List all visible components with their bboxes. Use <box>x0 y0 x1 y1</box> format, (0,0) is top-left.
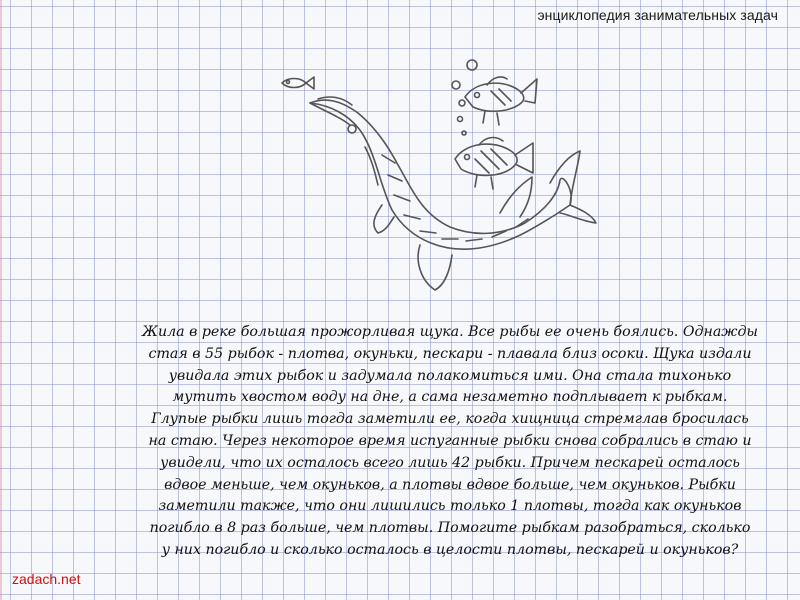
problem-text <box>110 322 790 562</box>
problem-line: Жила в реке большая прожорливая щука. Все рыбы ее очень боялись. Однажды <box>142 324 758 340</box>
problem-line: на стаю. Через некоторое время испуганные рыбки снова собрались в стаю и <box>148 432 752 449</box>
pike-drawing <box>310 97 596 290</box>
problem-line: вдвое меньше, чем окуньков, а плотвы вдвое больше, чем окуньков. Рыбки <box>164 476 736 493</box>
problem-line: увидала этих рыбок и задумала полакомиться ими. Она стала тихонько <box>168 367 732 384</box>
fish-drawing-middle <box>455 138 533 189</box>
pike-and-fish-illustration <box>270 55 600 310</box>
problem-line: увидели, что их осталось всего лишь 42 рыбки. Причем пескарей осталось <box>160 454 740 471</box>
header-title: энциклопедия занимательных задач <box>537 7 778 23</box>
small-fish-drawing <box>282 77 314 89</box>
site-link[interactable]: zadach.net <box>12 571 81 587</box>
problem-line: погибло в 8 раз больше, чем плотвы. Помогите рыбкам разобраться, сколько <box>149 520 751 537</box>
notebook-margin <box>0 0 2 600</box>
fish-drawing-top <box>465 77 537 125</box>
problem-line: стая в 55 рыбок - плотва, окуньки, пескари - плавала близ осоки. Щука издали <box>148 345 752 362</box>
problem-line: заметили также, что они лишились только 1 плотвы, тогда как окуньков <box>158 498 742 515</box>
problem-line: Глупые рыбки лишь тогда заметили ее, когда хищница стремглав бросилась <box>151 411 749 428</box>
problem-line: мутить хвостом воду на дне, а сама незаметно подплывает к рыбкам. <box>172 389 728 406</box>
problem-line: у них погибло и сколько осталось в целости плотвы, пескарей и окуньков? <box>161 541 739 558</box>
